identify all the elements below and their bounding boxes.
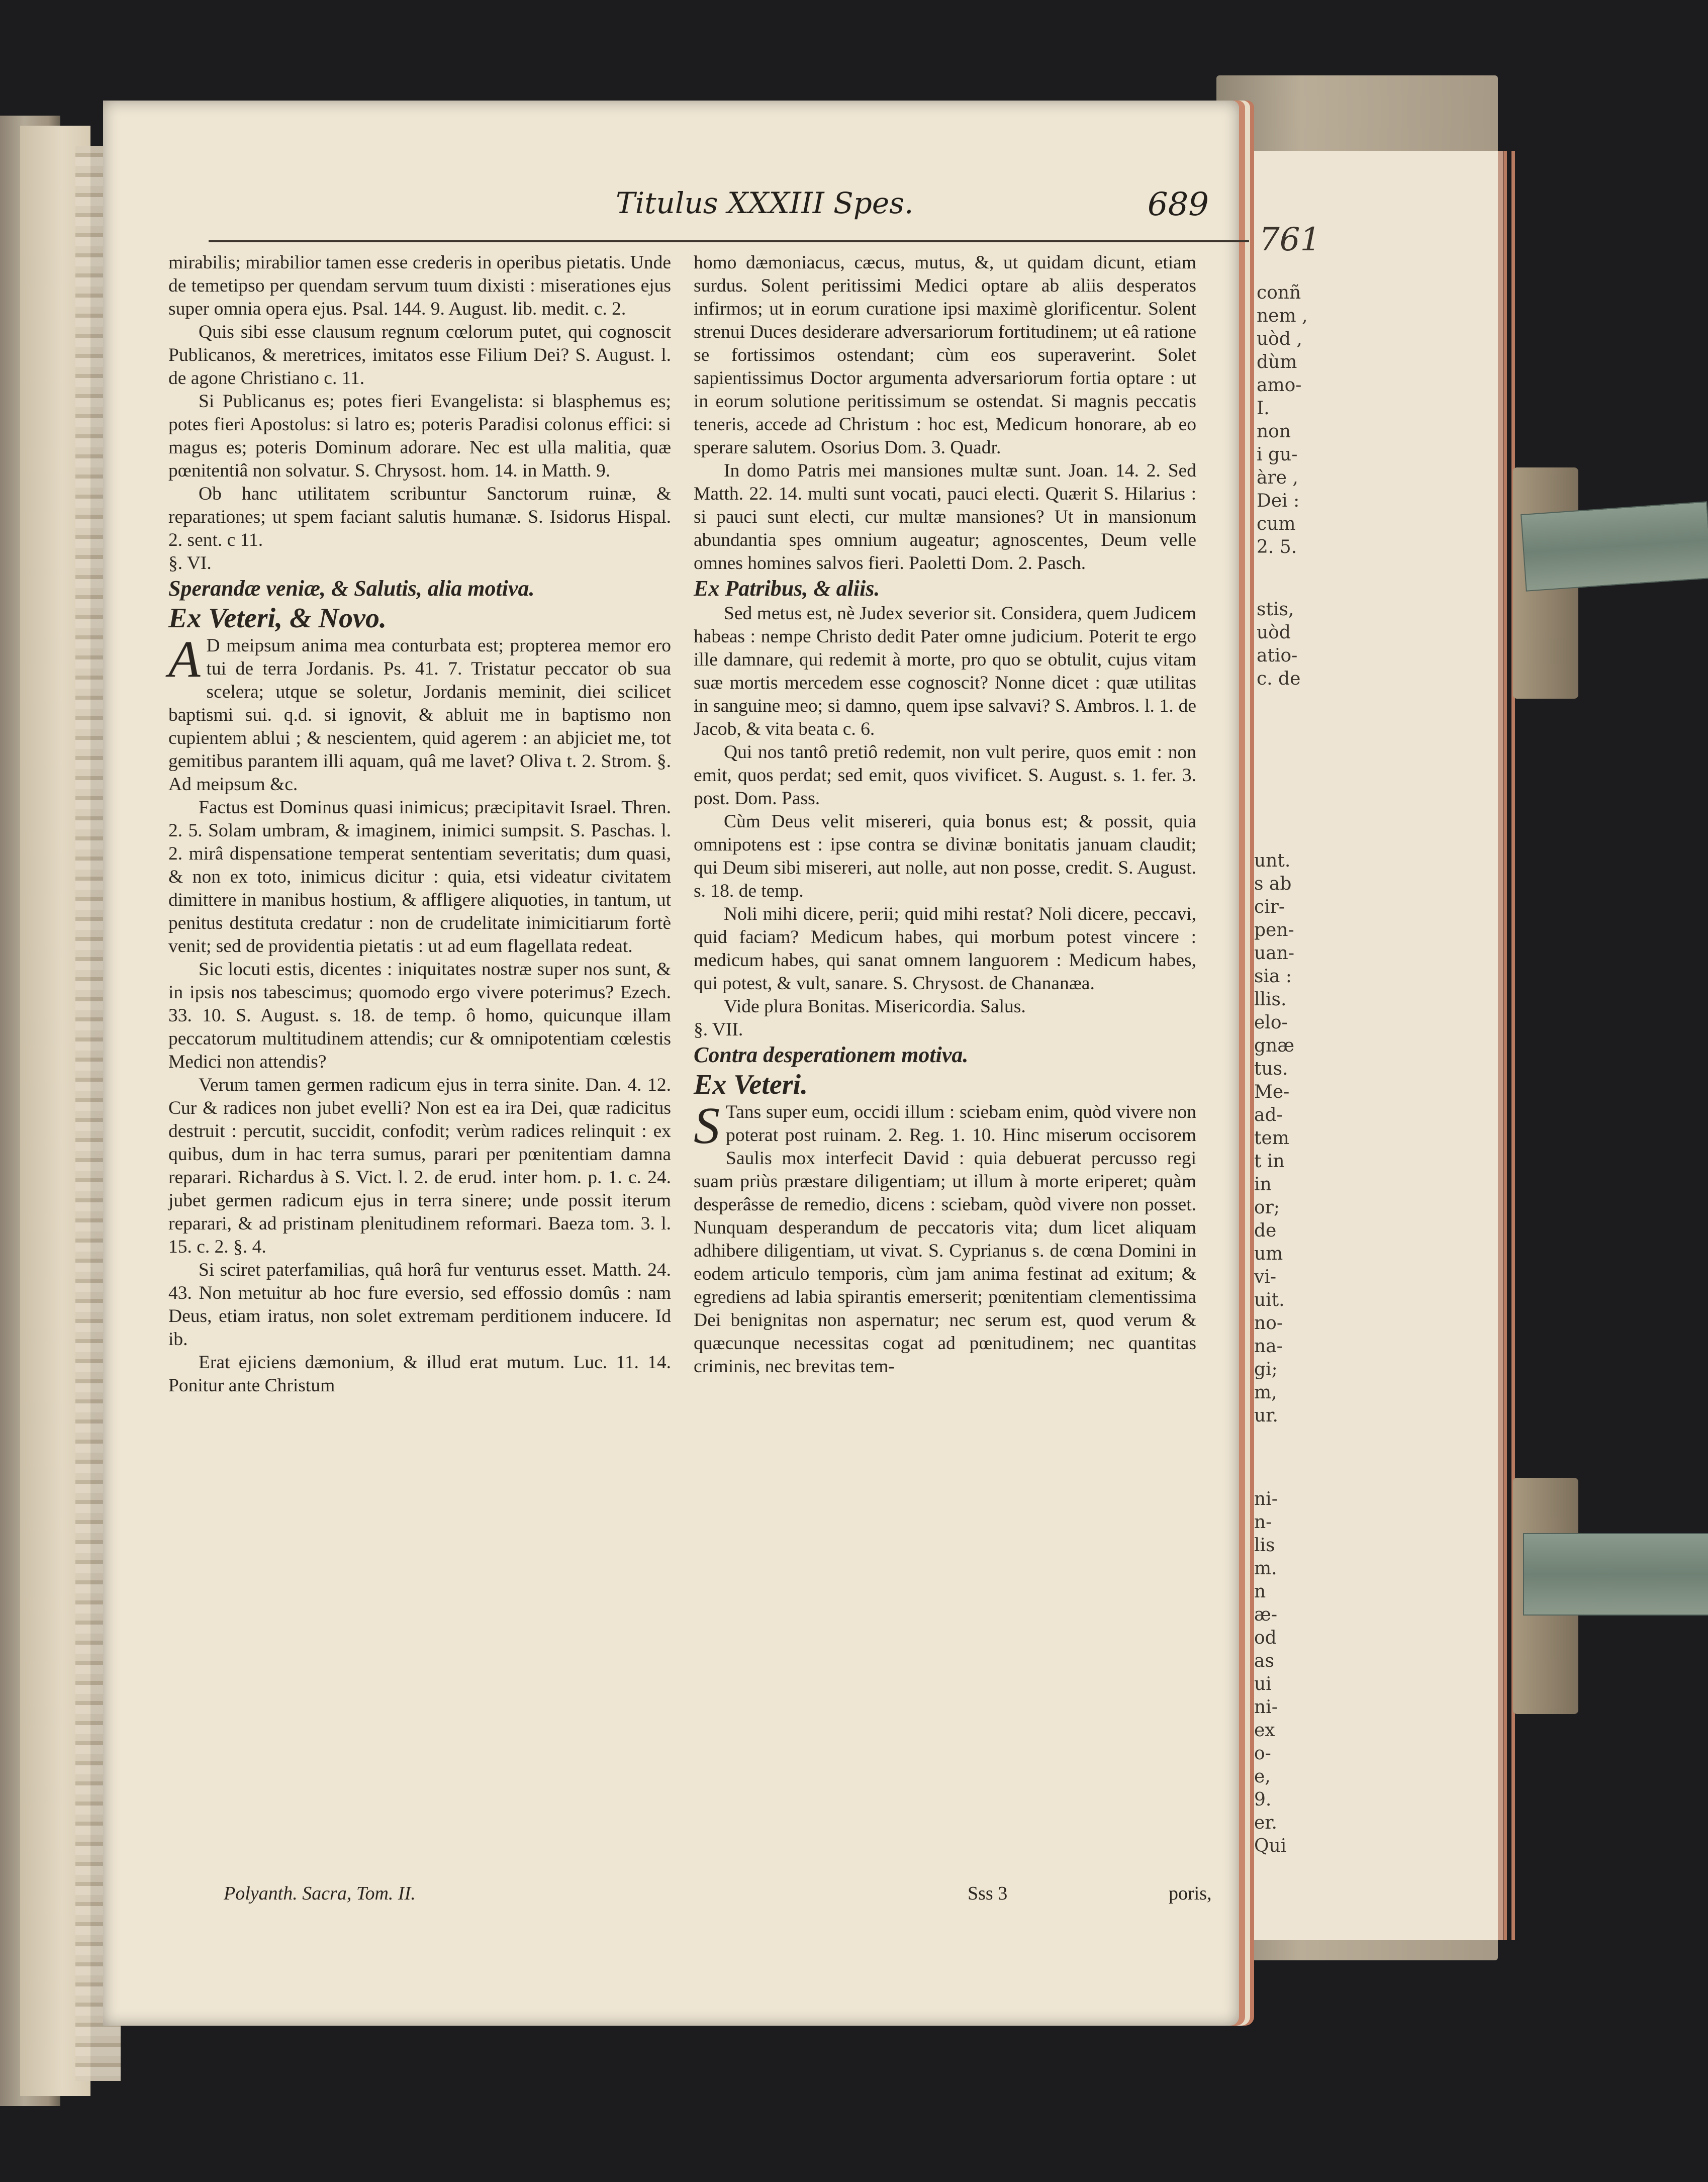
underlying-text-line: m. <box>1254 1558 1277 1579</box>
underlying-text-line: na- <box>1254 1336 1283 1357</box>
underlying-text-line: llis. <box>1254 989 1287 1010</box>
underlying-text-line: m, <box>1254 1382 1277 1403</box>
underlying-text-line: uan- <box>1254 943 1294 964</box>
underlying-text-line: i gu- <box>1257 444 1298 465</box>
underlying-text-line: I. <box>1257 398 1270 419</box>
paragraph-with-dropcap <box>168 630 671 796</box>
drop-cap: A <box>168 630 201 688</box>
underlying-text-line: as <box>1254 1651 1274 1671</box>
underlying-text-line: tem <box>1254 1128 1289 1149</box>
subsection-title: Ex Patribus, & aliis. <box>694 576 880 601</box>
underlying-text-line: sia : <box>1254 966 1292 987</box>
underlying-text-line: ni- <box>1254 1697 1278 1718</box>
underlying-text-line: um <box>1254 1244 1283 1264</box>
underlying-text-line: de <box>1254 1220 1277 1241</box>
underlying-text-line: gi; <box>1254 1359 1278 1380</box>
clasp-metal-lower <box>1523 1533 1708 1616</box>
paragraph: Sic locuti estis, dicentes : iniquitates nostræ super nos sunt, & in ipsis nos tabescimus; quomodo ergo vivere poterimus? Ezech. 33. 10. S. August. s. 18. de temp. ô homo, quicunque illam peccatorum multitudinem attendis; cur & omnipotentiam cœlestis Medici non attendis? <box>168 959 671 1072</box>
underlying-text-line: amo- <box>1257 375 1302 396</box>
underlying-text-line: od <box>1254 1628 1277 1648</box>
underlying-text-line: cir- <box>1254 897 1285 917</box>
page-edge-red <box>1503 151 1507 1940</box>
underlying-text-line: e, <box>1254 1766 1271 1787</box>
underlying-text-line: àre , <box>1257 467 1298 488</box>
underlying-text-line: dùm <box>1257 352 1297 372</box>
printed-page <box>103 101 1239 2026</box>
running-head: Titulus XXXIII Spes. <box>616 186 914 220</box>
underlying-text-line: æ- <box>1254 1604 1278 1625</box>
underlying-text-line: t in <box>1254 1151 1285 1172</box>
underlying-text-line: vi- <box>1254 1267 1277 1287</box>
page-number: 689 <box>1147 186 1209 223</box>
paragraph: Sed metus est, nè Judex severior sit. Considera, quem Judicem habeas : nempe Christo dedit Pater omne judicium. Poterit te ergo ille damnare, qui redemit à morte, pro quo se obtulit, cujus vitam suæ mortis mercedem esse cognoscit? Nonne dicet : quæ utilitas in sanguine meo; si damno, quem ipse salvavi? S. Ambros. l. 1. de Jacob, & vita beata c. 6. <box>694 603 1196 739</box>
header-rule <box>209 240 1249 242</box>
paragraph: Si Publicanus es; potes fieri Evangelista: si blasphemus es; potes fieri Apostolus: si latro es; poteris Paradisi colonus effici: si magus es; poteris Dominum adorare. Nec est ulla malitia, quæ pœnitentiâ non solvatur. S. Chrysost. hom. 14. in Matth. 9. <box>168 391 671 481</box>
underlying-text-line: non <box>1257 421 1291 442</box>
section-title: Sperandæ veniæ, & Salutis, alia motiva. <box>168 576 535 601</box>
underlying-text-line: ui <box>1254 1674 1272 1694</box>
underlying-text-line: tus. <box>1254 1059 1288 1079</box>
underlying-text-line: pen- <box>1254 920 1294 940</box>
paragraph: Noli mihi dicere, perii; quid mihi restat? Noli dicere, peccavi, quid faciam? Medicum habes, qui morbum potest vincere : medicum habes, qui sanat omnem languorem : Medicum habes, qui potest, & vult, sanare. S. Chrysost. de Chananæa. <box>694 904 1196 994</box>
underlying-text-line: no- <box>1254 1313 1283 1334</box>
footer-title: Polyanth. Sacra, Tom. II. <box>224 1883 416 1904</box>
underlying-text-line: in <box>1254 1174 1272 1195</box>
drop-cap: S <box>694 1097 720 1155</box>
underlying-text-line: unt. <box>1254 850 1291 871</box>
underlying-text-fragments-bottom <box>1254 1488 1286 1858</box>
underlying-text-line: c. de <box>1257 669 1301 689</box>
underlying-text-line: ad- <box>1254 1105 1283 1125</box>
section-title: Contra desperationem motiva. <box>694 1042 969 1067</box>
section-mark: §. VII. <box>694 1019 743 1040</box>
underlying-text-line: ni- <box>1254 1489 1278 1509</box>
underlying-text-line: conñ <box>1257 282 1301 303</box>
underlying-text-fragments-mid <box>1257 598 1300 691</box>
paragraph: Erat ejiciens dæmonium, & illud erat mutum. Luc. 11. 14. Ponitur ante Christum <box>168 1352 671 1396</box>
section-mark: §. VI. <box>168 553 212 574</box>
underlying-text-line: stis, <box>1257 599 1294 620</box>
underlying-text-line: n- <box>1254 1512 1272 1533</box>
paragraph: Ob hanc utilitatem scribuntur Sanctorum ruinæ, & reparationes; ut spem faciant salutis humanæ. S. Isidorus Hispal. 2. sent. c 11. <box>168 484 671 550</box>
paragraph-with-dropcap <box>694 1097 1196 1378</box>
paragraph-text: Tans super eum, occidi illum : sciebam enim, quòd vivere non poterat post ruinam. 2. Reg. 1. 10. Hinc miserum occisorem Saulis mox interfecit David : quia debuerat percusso regi suam priùs præstare diligentiam; ut illum à morte eriperet; quàm desperâsse de remedio, dicens : sciebam, quòd vivere non posset. Nunquam desperandum de peccatoris vita; dum licet aliquam adhibere diligentiam, ut vivat. S. Cyprianus s. de cœna Domini in eodem articulo temporis, cùm jam anima festinat ad exitum; & egrediens ad labia spirantis emerserit; pœnitentiam clementissima Dei benignitas non aspernatur; nec serum est, quod verum & quæcunque necessitas cogat ad pœnitudinem; nec quantitas criminis, nec brevitas tem- <box>694 1102 1196 1377</box>
underlying-text-line: elo- <box>1254 1012 1288 1033</box>
underlying-text-line: lis <box>1254 1535 1275 1556</box>
underlying-text-line: gnæ <box>1254 1035 1295 1056</box>
paragraph: Factus est Dominus quasi inimicus; præcipitavit Israel. Thren. 2. 5. Solam umbram, & imaginem, inimici sumpsit. S. Paschas. l. 2. mirâ dispensatione temperat sententiam severitatis; dum quasi, & non ex toto, inimicus dicitur : quia, etsi videatur civitatem dimittere in manibus hostium, & affligere aliquoties, in tantum, ut penitus destituta credatur : non de crudelitate inimicitiarum fortè venit; sed de providentia pietatis : ut ad eum flagellata redeat. <box>168 797 671 957</box>
underlying-text-line: atio- <box>1257 645 1298 666</box>
underlying-text-line: ur. <box>1254 1405 1278 1426</box>
underlying-text-line: cum <box>1257 514 1296 534</box>
right-column <box>694 251 1196 1378</box>
underlying-text-fragments-top <box>1257 281 1308 559</box>
paragraph: mirabilis; mirabilior tamen esse crederis in operibus pietatis. Unde de temetipso per quendam servum tuum dixisti : miserationes ejus super omnia opera ejus. Psal. 144. 9. August. lib. medit. c. 2. <box>168 252 671 319</box>
paragraph: homo dæmoniacus, cæcus, mutus, &, ut quidam dicunt, etiam surdus. Solent peritissimi Medici optare ab aliis desperatos infirmos; ut in eorum curatione ipsi maximè glorificentur. Solent strenui Duces desiderare adversariorum fortitudinem; ut eâ ratione se fortissimos ostendant; cùm eos superaverint. Solet sapientissimus Doctor argumenta adversariorum fortia optare : ut in eorum solutione peritissimum se ostendat. Si magnis peccatis teneris, accede ad Christum : hoc est, Medicum honorare, ab eo sperare salutem. Osorius Dom. 3. Quadr. <box>694 252 1196 458</box>
paragraph: Quis sibi esse clausum regnum cœlorum putet, qui cognoscit Publicanos, & meretrices, imitatos esse Filium Dei? S. August. l. de agone Christiano c. 11. <box>168 322 671 389</box>
paragraph: Cùm Deus velit misereri, quia bonus est; & possit, quia omnipotens est : ipse contra se divinæ bonitatis januam claudit; qui Deum sibi misereri, aut nolle, aut non posse, credit. S. August. s. 18. de temp. <box>694 811 1196 901</box>
paragraph: Vide plura Bonitas. Misericordia. Salus. <box>724 996 1026 1017</box>
underlying-text-line: or; <box>1254 1197 1280 1218</box>
paragraph: Verum tamen germen radicum ejus in terra sinite. Dan. 4. 12. Cur & radices non jubet evelli? Non est ea ira Dei, quæ radicitus destruit : percutit, succidit, confodit; verùm radices relinquit : ex quibus, dum in hac terra sumus, parari per pœnitentiam damna reparari. Richardus à S. Vict. l. 2. de erud. inter hom. p. 1. c. 24. jubet germen radicum ejus in terra sinere; unde possit iterum reparari, & ad pristinam plenitudinem reformari. Baeza tom. 3. l. 15. c. 2. §. 4. <box>168 1075 671 1257</box>
section-subtitle: Ex Veteri. <box>694 1069 808 1100</box>
underlying-text-line: 9. <box>1254 1789 1272 1810</box>
paragraph: Si sciret paterfamilias, quâ horâ fur venturus esset. Matth. 24. 43. Non metuitur ab hoc fure eversio, sed effossio domûs : nam Deus, etiam iratus, non solet extremam perditionem inducere. Id ib. <box>168 1260 671 1350</box>
underlying-text-line: nem , <box>1257 306 1308 326</box>
paragraph: In domo Patris mei mansiones multæ sunt. Joan. 14. 2. Sed Matth. 22. 14. multi sunt vocati, pauci electi. Quærit S. Hilarius : si pauci sunt electi, cur multæ mansiones? Ut in mansionum abundantia spes omnium augeatur; agnoscentes, Deum velle omnes homines salvos fieri. Paoletti Dom. 2. Pasch. <box>694 460 1196 574</box>
underlying-text-line: uòd , <box>1257 329 1302 349</box>
underlying-text-fragments-lower <box>1254 849 1294 1428</box>
underlying-text-line: n <box>1254 1581 1266 1602</box>
underlying-text-line: 2. 5. <box>1257 537 1297 557</box>
underlying-text-line: Qui <box>1254 1836 1287 1856</box>
underlying-text-line: er. <box>1254 1813 1278 1833</box>
left-column <box>168 251 671 1397</box>
signature-mark: Sss 3 <box>968 1883 1008 1904</box>
underlying-text-line: uit. <box>1254 1290 1285 1310</box>
catchword: poris, <box>1169 1883 1212 1904</box>
underlying-text-line: o- <box>1254 1743 1271 1764</box>
page-header <box>455 186 1209 231</box>
paragraph-text: D meipsum anima mea conturbata est; propterea memor ero tui de terra Jordanis. Ps. 41. 7. Tristatur peccator ob sua scelera; utque se soletur, Jordanis meminit, diei scilicet baptismi sui. q.d. si ignovit, & abluit me in baptismo non cupientem ablui ; & nescientem, quid agerem : an abjiciet me, tot gemitibus parantem illi aquam, quâ me lavet? Oliva t. 2. Strom. §. Ad meipsum &c. <box>168 635 671 795</box>
section-subtitle: Ex Veteri, & Novo. <box>168 603 387 634</box>
underlying-text-line: Me- <box>1254 1082 1290 1102</box>
underlying-page-number: 761 <box>1259 221 1321 258</box>
clasp-metal-upper <box>1521 501 1708 592</box>
paragraph: Qui nos tantô pretiô redemit, non vult perire, quos emit : non emit, quos perdat; sed emit, quos vivificet. S. August. s. 1. fer. 3. post. Dom. Pass. <box>694 742 1196 809</box>
underlying-text-line: uòd <box>1257 622 1291 643</box>
underlying-text-line: s ab <box>1254 874 1292 894</box>
underlying-text-line: Dei : <box>1257 491 1300 511</box>
underlying-text-line: ex <box>1254 1720 1275 1741</box>
